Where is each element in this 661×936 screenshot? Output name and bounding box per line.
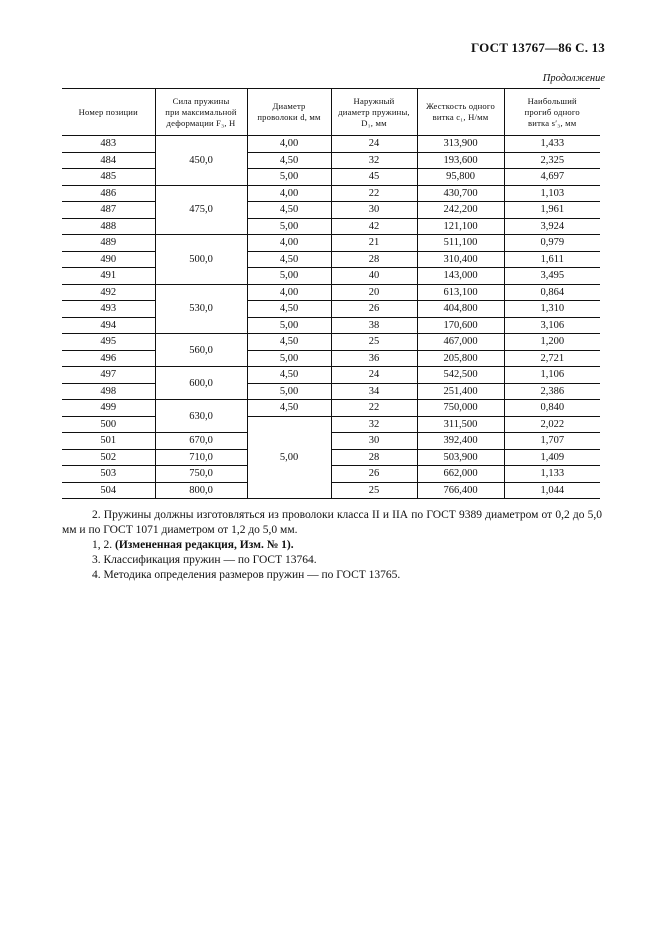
table-row [62, 301, 600, 318]
cell-position: 488 [62, 218, 155, 235]
note-revision-bold: (Измененная редакция, Изм. № 1). [115, 539, 294, 551]
cell-stiffness: 392,400 [417, 433, 504, 450]
cell-stiffness: 313,900 [417, 136, 504, 153]
cell-deflection: 1,310 [504, 301, 600, 318]
cell-force: 450,0 [155, 136, 247, 186]
cell-deflection: 2,325 [504, 152, 600, 169]
cell-outer-diameter: 24 [331, 136, 417, 153]
cell-wire-diameter: 4,50 [247, 334, 331, 351]
cell-wire-diameter: 4,00 [247, 284, 331, 301]
table-row [62, 400, 600, 417]
cell-stiffness: 467,000 [417, 334, 504, 351]
cell-wire-diameter: 4,50 [247, 301, 331, 318]
cell-stiffness: 242,200 [417, 202, 504, 219]
cell-deflection: 3,924 [504, 218, 600, 235]
cell-outer-diameter: 24 [331, 367, 417, 384]
cell-force: 800,0 [155, 482, 247, 499]
cell-wire-diameter: 4,50 [247, 251, 331, 268]
cell-deflection: 1,611 [504, 251, 600, 268]
cell-stiffness: 311,500 [417, 416, 504, 433]
cell-force: 475,0 [155, 185, 247, 235]
cell-wire-diameter: 4,00 [247, 136, 331, 153]
table-row [62, 218, 600, 235]
note-2: 2. Пружины должны изготовляться из проволоки класса II и IIА по ГОСТ 9389 диаметром от 0,2 до 5,0 мм и по ГОСТ 1071 диаметром от 1,2 до 5,0 мм. [62, 509, 602, 536]
col-header-stiffness: Жесткость одного витка c₁, Н/мм [417, 89, 504, 136]
cell-wire-diameter: 4,50 [247, 202, 331, 219]
table-row [62, 136, 600, 153]
cell-stiffness: 766,400 [417, 482, 504, 499]
cell-deflection: 1,133 [504, 466, 600, 483]
cell-wire-diameter: 4,00 [247, 185, 331, 202]
notes [62, 508, 602, 583]
cell-outer-diameter: 32 [331, 416, 417, 433]
cell-outer-diameter: 38 [331, 317, 417, 334]
cell-deflection: 2,386 [504, 383, 600, 400]
cell-wire-diameter: 4,50 [247, 400, 331, 417]
cell-wire-diameter: 5,00 [247, 169, 331, 186]
cell-force: 670,0 [155, 433, 247, 450]
table-row [62, 482, 600, 499]
cell-deflection: 3,106 [504, 317, 600, 334]
note-revision-prefix: 1, 2. [92, 539, 115, 551]
col-header-force: Сила пружины при максимальной деформации F₃, Н [155, 89, 247, 136]
cell-position: 487 [62, 202, 155, 219]
table-row [62, 433, 600, 450]
cell-outer-diameter: 30 [331, 202, 417, 219]
cell-deflection: 1,409 [504, 449, 600, 466]
cell-position: 489 [62, 235, 155, 252]
cell-stiffness: 542,500 [417, 367, 504, 384]
cell-deflection: 1,433 [504, 136, 600, 153]
table-row [62, 235, 600, 252]
cell-outer-diameter: 22 [331, 185, 417, 202]
cell-stiffness: 170,600 [417, 317, 504, 334]
cell-wire-diameter: 4,50 [247, 152, 331, 169]
table-row [62, 383, 600, 400]
table-row [62, 284, 600, 301]
cell-deflection: 3,495 [504, 268, 600, 285]
table-row [62, 367, 600, 384]
cell-deflection: 1,103 [504, 185, 600, 202]
cell-stiffness: 143,000 [417, 268, 504, 285]
cell-position: 504 [62, 482, 155, 499]
table-row [62, 202, 600, 219]
table-row [62, 449, 600, 466]
cell-outer-diameter: 36 [331, 350, 417, 367]
cell-outer-diameter: 28 [331, 251, 417, 268]
cell-deflection: 1,961 [504, 202, 600, 219]
cell-position: 484 [62, 152, 155, 169]
table-row [62, 317, 600, 334]
cell-wire-diameter: 5,00 [247, 218, 331, 235]
cell-position: 486 [62, 185, 155, 202]
cell-position: 490 [62, 251, 155, 268]
cell-stiffness: 662,000 [417, 466, 504, 483]
cell-deflection: 0,840 [504, 400, 600, 417]
cell-stiffness: 121,100 [417, 218, 504, 235]
springs-table [62, 88, 600, 499]
col-header-deflection: Наибольший прогиб одного витка s′₃, мм [504, 89, 600, 136]
table-row [62, 169, 600, 186]
cell-deflection: 1,044 [504, 482, 600, 499]
cell-position: 492 [62, 284, 155, 301]
cell-position: 491 [62, 268, 155, 285]
note-revision [62, 538, 602, 553]
cell-deflection: 4,697 [504, 169, 600, 186]
cell-force: 750,0 [155, 466, 247, 483]
cell-deflection: 1,707 [504, 433, 600, 450]
note-4: 4. Методика определения размеров пружин — по ГОСТ 13765. [92, 569, 401, 581]
cell-outer-diameter: 42 [331, 218, 417, 235]
cell-outer-diameter: 25 [331, 482, 417, 499]
cell-outer-diameter: 32 [331, 152, 417, 169]
cell-outer-diameter: 26 [331, 301, 417, 318]
cell-wire-diameter: 5,00 [247, 416, 331, 499]
cell-wire-diameter: 5,00 [247, 268, 331, 285]
cell-deflection: 2,721 [504, 350, 600, 367]
cell-stiffness: 193,600 [417, 152, 504, 169]
cell-outer-diameter: 22 [331, 400, 417, 417]
cell-stiffness: 613,100 [417, 284, 504, 301]
cell-stiffness: 503,900 [417, 449, 504, 466]
cell-stiffness: 310,400 [417, 251, 504, 268]
cell-stiffness: 430,700 [417, 185, 504, 202]
col-header-wire-diameter: Диаметр проволоки d, мм [247, 89, 331, 136]
cell-outer-diameter: 20 [331, 284, 417, 301]
cell-outer-diameter: 26 [331, 466, 417, 483]
cell-stiffness: 205,800 [417, 350, 504, 367]
table-row [62, 466, 600, 483]
cell-outer-diameter: 25 [331, 334, 417, 351]
cell-wire-diameter: 4,00 [247, 235, 331, 252]
cell-deflection: 0,979 [504, 235, 600, 252]
cell-position: 483 [62, 136, 155, 153]
cell-force: 630,0 [155, 400, 247, 433]
cell-deflection: 0,864 [504, 284, 600, 301]
cell-stiffness: 251,400 [417, 383, 504, 400]
cell-wire-diameter: 5,00 [247, 317, 331, 334]
cell-deflection: 1,106 [504, 367, 600, 384]
cell-position: 497 [62, 367, 155, 384]
cell-stiffness: 95,800 [417, 169, 504, 186]
cell-stiffness: 404,800 [417, 301, 504, 318]
cell-position: 499 [62, 400, 155, 417]
cell-position: 496 [62, 350, 155, 367]
cell-force: 710,0 [155, 449, 247, 466]
cell-position: 500 [62, 416, 155, 433]
table-row [62, 334, 600, 351]
cell-outer-diameter: 30 [331, 433, 417, 450]
cell-outer-diameter: 45 [331, 169, 417, 186]
cell-stiffness: 511,100 [417, 235, 504, 252]
table-row [62, 416, 600, 433]
table-row [62, 350, 600, 367]
table-row [62, 251, 600, 268]
table-header-row [62, 89, 600, 136]
cell-stiffness: 750,000 [417, 400, 504, 417]
cell-outer-diameter: 21 [331, 235, 417, 252]
table-row [62, 268, 600, 285]
cell-deflection: 2,022 [504, 416, 600, 433]
cell-position: 502 [62, 449, 155, 466]
cell-force: 560,0 [155, 334, 247, 367]
cell-position: 498 [62, 383, 155, 400]
cell-deflection: 1,200 [504, 334, 600, 351]
cell-outer-diameter: 34 [331, 383, 417, 400]
cell-position: 501 [62, 433, 155, 450]
cell-position: 485 [62, 169, 155, 186]
cell-outer-diameter: 28 [331, 449, 417, 466]
cell-outer-diameter: 40 [331, 268, 417, 285]
cell-position: 494 [62, 317, 155, 334]
cell-position: 495 [62, 334, 155, 351]
cell-position: 493 [62, 301, 155, 318]
cell-force: 530,0 [155, 284, 247, 334]
continuation-label: Продолжение [542, 73, 605, 84]
page-header: ГОСТ 13767—86 С. 13 [471, 40, 605, 55]
table-row [62, 152, 600, 169]
col-header-outer-diameter: Наружный диаметр пружины, D₁, мм [331, 89, 417, 136]
cell-position: 503 [62, 466, 155, 483]
cell-wire-diameter: 5,00 [247, 350, 331, 367]
table-row [62, 185, 600, 202]
cell-force: 500,0 [155, 235, 247, 285]
cell-wire-diameter: 4,50 [247, 367, 331, 384]
cell-wire-diameter: 5,00 [247, 383, 331, 400]
cell-force: 600,0 [155, 367, 247, 400]
col-header-position: Номер позиции [62, 89, 155, 136]
note-3: 3. Классификация пружин — по ГОСТ 13764. [92, 554, 317, 566]
